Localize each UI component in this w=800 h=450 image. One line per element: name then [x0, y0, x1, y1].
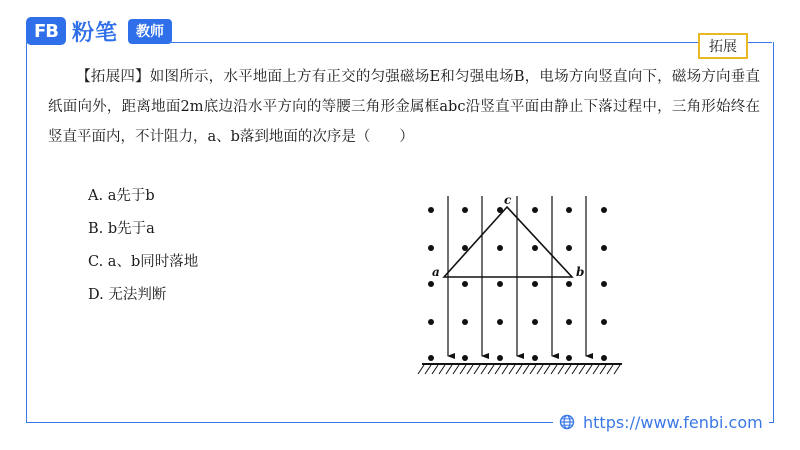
field-dot — [462, 245, 468, 251]
field-dot — [601, 355, 607, 361]
ground-hatch-line — [551, 365, 557, 374]
ground-hatch-line — [565, 365, 571, 374]
ground-hatch-line — [446, 365, 452, 374]
option-d[interactable]: D. 无法判断 — [88, 287, 167, 303]
ground-hatch-line — [453, 365, 459, 374]
extension-tag: 拓展 — [698, 33, 748, 59]
ground-hatch-line — [523, 365, 529, 374]
field-dot — [462, 207, 468, 213]
ground-hatch-line — [502, 365, 508, 374]
question-text — [48, 62, 760, 152]
brand-name: 粉笔 — [72, 20, 119, 46]
ground-hatch-line — [593, 365, 599, 374]
ground-hatch-line — [509, 365, 515, 374]
physics-figure — [414, 188, 626, 380]
ground-hatch-line — [488, 365, 494, 374]
footer-url-text: https://www.fenbi.com — [583, 412, 763, 432]
field-dot — [532, 355, 538, 361]
field-dot — [601, 281, 607, 287]
label-a: a — [432, 265, 440, 279]
brand-mark: FB — [26, 17, 66, 45]
field-dot — [601, 207, 607, 213]
ground-hatch-line — [558, 365, 564, 374]
frame-top-rule — [168, 42, 772, 43]
electric-field-lines — [448, 196, 586, 356]
ground-hatch-line — [439, 365, 445, 374]
field-dot — [428, 319, 434, 325]
field-dot — [428, 207, 434, 213]
options-list — [88, 180, 198, 312]
ground-hatch-line — [572, 365, 578, 374]
ground-hatch-line — [460, 365, 466, 374]
globe-icon — [559, 414, 575, 430]
ground-hatch-line — [530, 365, 536, 374]
ground-hatch-line — [579, 365, 585, 374]
label-b: b — [576, 265, 585, 279]
ground-hatch-line — [600, 365, 606, 374]
ground-hatch-line — [586, 365, 592, 374]
field-dot — [497, 281, 503, 287]
field-dot — [601, 319, 607, 325]
ground-hatch-line — [481, 365, 487, 374]
option-a[interactable]: A. a先于b — [88, 188, 155, 204]
field-dot — [532, 281, 538, 287]
ground-hatching — [418, 365, 620, 374]
field-dot — [497, 355, 503, 361]
field-dot — [497, 245, 503, 251]
brand-sub: 教师 — [128, 19, 172, 44]
ground-hatch-line — [516, 365, 522, 374]
field-dot — [428, 355, 434, 361]
field-dot — [428, 281, 434, 287]
ground-hatch-line — [607, 365, 613, 374]
field-dot — [462, 281, 468, 287]
field-dot — [566, 355, 572, 361]
field-dot — [532, 207, 538, 213]
ground-hatch-line — [537, 365, 543, 374]
ground-hatch-line — [474, 365, 480, 374]
field-dot — [566, 281, 572, 287]
ground-hatch-line — [495, 365, 501, 374]
ground-hatch-line — [418, 365, 424, 374]
ground-hatch-line — [614, 365, 620, 374]
field-dot — [566, 245, 572, 251]
field-dot — [532, 319, 538, 325]
label-c: c — [504, 193, 512, 207]
field-dot — [601, 245, 607, 251]
field-dot — [532, 245, 538, 251]
footer-url[interactable] — [553, 410, 769, 434]
ground-hatch-line — [425, 365, 431, 374]
ground-hatch-line — [432, 365, 438, 374]
question-body: 【拓展四】如图所示，水平地面上方有正交的匀强磁场E和匀强电场B，电场方向竖直向下，磁场方向垂直纸面向外，距离地面2m底边沿水平方向的等腰三角形金属框abc沿竖直平面由静止下落过程中，三角形始终在竖直平面内，不计阻力，a、b落到地面的次序是（ ） — [48, 69, 760, 145]
ground-hatch-line — [467, 365, 473, 374]
triangle-frame — [444, 207, 572, 277]
field-dot — [566, 207, 572, 213]
field-dot — [428, 245, 434, 251]
field-dot — [462, 355, 468, 361]
field-dot — [566, 319, 572, 325]
field-dot — [462, 319, 468, 325]
option-c[interactable]: C. a、b同时落地 — [88, 254, 199, 270]
ground-hatch-line — [544, 365, 550, 374]
field-dot — [497, 319, 503, 325]
option-b[interactable]: B. b先于a — [88, 221, 155, 237]
